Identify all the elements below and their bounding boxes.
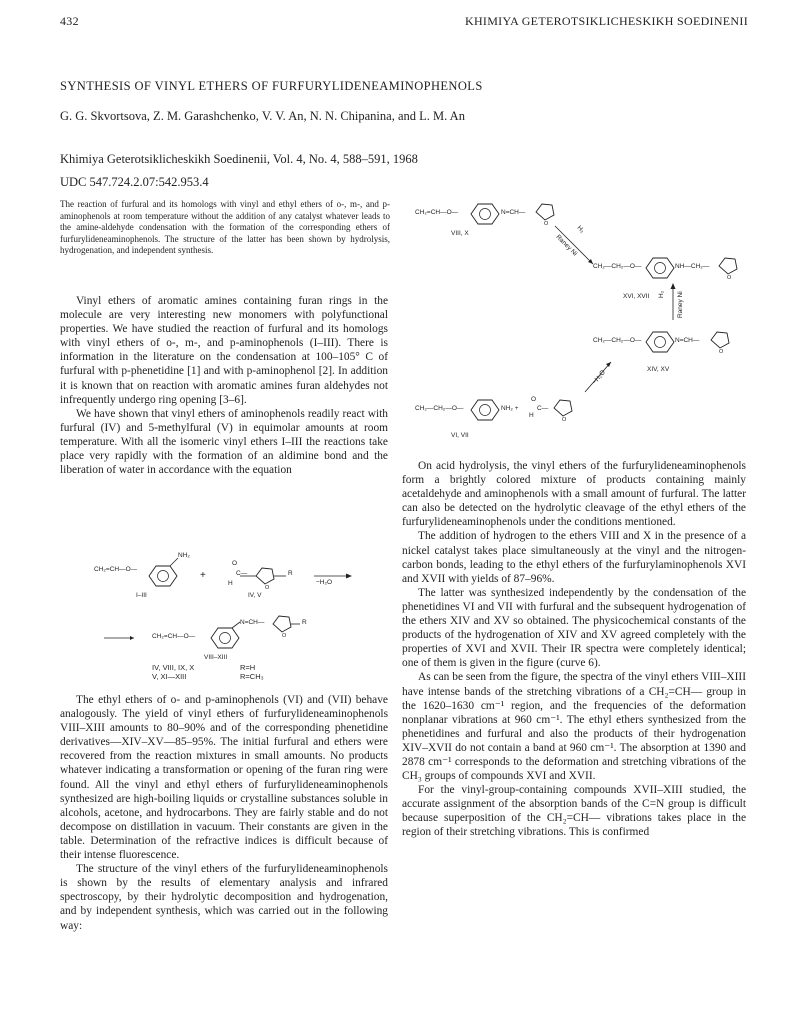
label-hydrogenated: XVI, XVII	[623, 293, 650, 300]
article-abstract: The reaction of furfural and its homologs with vinyl and ethyl ethers of o-, m-, and p-aminophenols at room temperature without the addition of any catalyst whatever leads to the amine-aldehyde condensation with the formation of the corresponding ethers of furfurylideneaminophenols. The structure of the latter has been shown by hydrolysis, hydrogenation, and independent synthesis.	[60, 199, 390, 256]
article-udc: UDC 547.724.2.07:542.953.4	[60, 175, 209, 189]
bottom-aldehyde-carbon: C—	[537, 405, 549, 412]
page-number: 432	[60, 14, 79, 28]
journal-running-head: KHIMIYA GETEROTSIKLICHESKIKH SOEDINENII	[464, 14, 748, 28]
label-top: VIII, X	[451, 230, 469, 237]
benzene-ring-icon	[211, 628, 239, 648]
benzene-ring-icon	[471, 400, 499, 420]
furan-oxygen: O	[719, 349, 724, 355]
furan-oxygen: O	[282, 633, 287, 639]
bottom-aldehyde-hydrogen: H	[529, 412, 534, 419]
label-amines: I–III	[136, 592, 147, 599]
aldehyde-oxygen: O	[232, 560, 238, 567]
label-middle: XIV, XV	[647, 366, 670, 373]
furan-oxygen: O	[727, 275, 732, 281]
paragraph: Vinyl ethers of aromatic amines containing furan rings in the molecule are very interesting new monomers with polyfunctional properties. We have studied the reaction of furfural and its homologs with vinyl ethers of o-, m-, and p-aminophenols (I–III). There is information in the literature on the condensation at 100–105° C of furfural with p-phenetidine [1] and with p-aminophenol [2]. In addition it is known that on reaction with aromatic amines furan aldehydes not infrequently undergo ring opening [3–6].	[60, 295, 388, 406]
arrow2-hydrogen: H₂	[658, 290, 665, 298]
reaction-scheme-hydrogenation	[415, 196, 750, 446]
reaction-scheme-condensation	[90, 552, 390, 682]
furan-oxygen: O	[544, 221, 549, 227]
aldehyde-carbon: C—	[236, 570, 248, 577]
paragraph: The latter was synthesized independently by the condensation of the phenetidines VI and VII with furfural and the subsequent hydrogenation of the ethers XIV and XV so obtained. The physicochemical constants of the products of the hydrogenation of XIV and XV agreed completely with the properties of XVI and XVII. Their IR spectra were completely identical; one of them is given in the figure (curve 6).	[402, 586, 746, 670]
paragraph: The structure of the vinyl ethers of the furfurylideneaminophenols is shown by the results of elementary analysis and infrared spectroscopy, by their hydrolytic decomposition and hydrogenation, and by independent synthesis, which was carried out in the following way:	[60, 863, 388, 932]
bottom-ethyl-ether: CH₂—CH₂—O—	[415, 405, 464, 412]
article-source: Khimiya Geterotsiklicheskikh Soedinenii, Vol. 4, No. 4, 588–591, 1968	[60, 152, 418, 166]
paragraph: As can be seen from the figure, the spectra of the vinyl ethers VIII–XIII have intense bands of the stretching vibrations of a CH₂=CH— group in the 1620–1630 cm⁻¹ region, and the frequencies of the deformation nonplanar vibrations at 960 cm⁻¹. The ethyl ethers synthesized from the phenetidines and furfural and also the products of their hydrogenation XIV–XVII do not contain a band at 960 cm⁻¹. The absorption at 1390 and 2878 cm⁻¹ corresponds to the deformation and stretching vibrations of the CH₃ groups of compounds XVI and XVII.	[402, 671, 746, 783]
paragraph: For the vinyl-group-containing compounds XVII–XIII studied, the accurate assignment of the absorption bands of the C=N group is difficult because superposition of the CH₂=CH— vibrations takes place in the region of their stretching vibrations. This is confirmed	[402, 784, 746, 839]
key-compounds-2: V, XI—XIII	[152, 672, 187, 681]
top-vinyl-ether: CH₂=CH—O—	[415, 209, 459, 216]
furan-ring-icon	[536, 204, 554, 220]
furan-ring-icon	[554, 400, 572, 416]
furan-oxygen: O	[562, 417, 567, 423]
furan-ring-icon	[711, 332, 729, 348]
furan-ring-icon	[256, 568, 274, 584]
top-imine: N=CH—	[501, 209, 526, 216]
label-aldehydes: IV, V	[248, 592, 262, 599]
bottom-amine: NH₂ +	[501, 405, 519, 412]
reactant-vinyl-ether: CH₂=CH—O—	[94, 566, 138, 573]
product-vinyl-ether: CH₂=CH—O—	[152, 633, 196, 640]
substituent-r: R	[288, 570, 293, 577]
paragraph: The ethyl ethers of o- and p-aminophenols (VI) and (VII) behave analogously. The yield of vinyl ethers of furfurylideneaminophenols VIII–XIII amounts to 80–90% and of the corresponding phenetidine derivatives—XIV–XV—85–95%. The initial furfural and ethers were recovered from the reaction mixtures in small amounts. No products whatever indicating a transformation or opening of the furan ring were found. All the vinyl and ethyl ethers of furfurylideneaminophenols synthesized are high-boiling liquids or crystalline substances soluble in alcohols, acetone, and hydrocarbons. They are fairly stable and do not decompose on distillation in vacuum. Their constants are given in the table. Determination of the refractive indices is difficult because of their intense fluorescence.	[60, 694, 388, 862]
water-elimination: −H₂O	[316, 579, 333, 586]
arrow1-catalyst: Raney Ni	[554, 233, 579, 258]
middle-ethyl-ether: CH₂—CH₂—O—	[593, 337, 642, 344]
arrow1-hydrogen: H₂	[575, 224, 586, 235]
middle-imine: N=CH—	[675, 337, 700, 344]
key-compounds-1: IV, VIII, IX, X	[152, 663, 195, 672]
column-1-bottom	[60, 693, 388, 933]
key-substituent-1: R=H	[240, 663, 256, 672]
key-substituent-2: R=CH₃	[240, 672, 264, 681]
benzene-ring-icon	[149, 566, 177, 586]
hydrogenated-ether: CH₂—CH₂—O—	[593, 263, 642, 270]
article-title: SYNTHESIS OF VINYL ETHERS OF FURFURYLIDENEAMINOPHENOLS	[60, 79, 483, 93]
product-imine: N=CH—	[240, 619, 265, 626]
plus-sign: +	[200, 570, 206, 581]
furan-oxygen: O	[265, 585, 270, 591]
furan-ring-icon	[273, 616, 291, 632]
benzene-ring-icon	[471, 204, 499, 224]
arrow2-catalyst: Raney Ni	[677, 291, 684, 318]
product-r: R	[302, 619, 307, 626]
label-bottom: VI, VII	[451, 432, 469, 439]
aldehyde-hydrogen: H	[228, 580, 233, 587]
column-2	[402, 459, 746, 840]
paragraph: On acid hydrolysis, the vinyl ethers of the furfurylideneaminophenols form a brightly colored mixture of products containing mainly acetaldehyde and aminophenols with a small amount of furfural. The latter can also be detected on the hydrolytic cleavage of the ethyl ethers of the furfurylideneaminophenols under the conditions mentioned.	[402, 460, 746, 529]
label-products: VIII–XIII	[204, 654, 228, 661]
benzene-ring-icon	[646, 258, 674, 278]
article-authors: G. G. Skvortsova, Z. M. Garashchenko, V. V. An, N. N. Chipanina, and L. M. An	[60, 109, 465, 123]
benzene-ring-icon	[646, 332, 674, 352]
paragraph: The addition of hydrogen to the ethers VIII and X in the presence of a nickel catalyst takes place simultaneously at the vinyl and the nitrogen-carbon bonds, leading to the ethyl ethers of the furfurylaminophenols XVI and XVII with yields of 87–96%.	[402, 530, 746, 585]
amine-group: NH₂	[178, 552, 190, 559]
furan-ring-icon	[719, 258, 737, 274]
hydrogenated-amine: NH—CH₂—	[675, 263, 710, 270]
paragraph: We have shown that vinyl ethers of aminophenols readily react with furfural (IV) and 5-methylfural (V) in equimolar amounts at room temperature. With all the isomeric vinyl ethers I–III the reactions take place very rapidly with the formation of an aldimine bond and the liberation of water in accordance with the equation	[60, 407, 388, 477]
bottom-aldehyde-oxygen: O	[531, 396, 537, 403]
column-1-top	[60, 294, 388, 477]
arrow3-water: −H₂O	[591, 369, 607, 386]
